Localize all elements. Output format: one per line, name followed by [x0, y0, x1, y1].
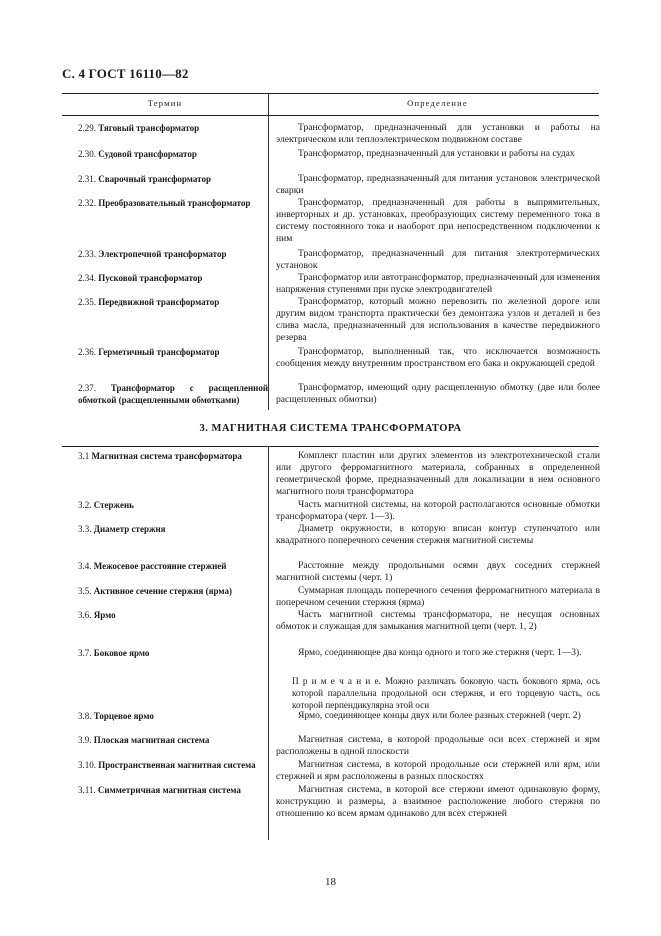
- definition-cell: Расстояние между продольными осями двух соседних стержней магнитной системы (черт. 1): [276, 560, 600, 583]
- term-number: 2.30.: [78, 149, 96, 159]
- term-number: 2.35.: [78, 297, 96, 307]
- term-number: 3.1: [78, 451, 90, 461]
- term-label: Симметричная магнитная система: [97, 785, 241, 795]
- term-number: 3.3.: [78, 524, 92, 534]
- column-divider: [268, 446, 269, 840]
- term-cell: [62, 734, 268, 746]
- section-top-rule: [62, 446, 599, 447]
- definition-cell: Трансформатор, который можно перевозить по железной дороге или другим видом транспорта практически без демонтажа узлов и деталей и без слива масла, предназначенный для использования в качестве передвижного резерва: [276, 296, 600, 343]
- term-cell: [62, 609, 268, 621]
- term-number: 3.6.: [78, 610, 92, 620]
- definition-cell: Магнитная система, в которой продольные оси всех стержней и ярм расположены в одной плоскости: [276, 734, 600, 757]
- term-number: 2.36.: [78, 347, 96, 357]
- column-header-definition: Определение: [407, 98, 468, 108]
- definition-cell: Трансформатор, предназначенный для питания электротермических установок: [276, 248, 600, 271]
- definition-cell: Ярмо, соединяющее два конца одного и того же стержня (черт. 1—3).: [298, 647, 582, 658]
- definition-cell: Трансформатор, выполненный так, что исключается возможность сообщения между внутренним пространством его бака и окружающей средой: [276, 346, 600, 369]
- term-label: Стержень: [93, 500, 134, 510]
- term-number: 3.9.: [78, 735, 92, 745]
- term-number: 2.33.: [78, 249, 96, 259]
- term-label: Торцевое ярмо: [93, 711, 154, 721]
- column-header-term: Термин: [147, 98, 183, 108]
- term-cell: [62, 122, 268, 134]
- definition-cell: Трансформатор, предназначенный для установки и работы на судах: [298, 148, 575, 159]
- term-number: 3.10.: [78, 760, 96, 770]
- term-label: Ярмо: [93, 610, 116, 620]
- term-number: 2.37.: [78, 383, 96, 393]
- term-cell: [62, 759, 268, 771]
- definition-cell: Трансформатор, предназначенный для питания установок электрической сварки: [276, 173, 600, 196]
- table-header: [62, 93, 599, 116]
- term-label: Плоская магнитная система: [93, 735, 210, 745]
- definition-cell: Часть магнитной системы, на которой располагаются основные обмотки трансформатора (черт. 1—3).: [276, 499, 600, 522]
- term-number: 3.2.: [78, 500, 92, 510]
- definition-cell: Трансформатор или автотрансформатор, предназначенный для изменения напряжения ступенями при пуске электродвигателей: [276, 272, 600, 295]
- term-cell: [62, 523, 268, 535]
- page-header: С. 4 ГОСТ 16110—82: [62, 66, 189, 81]
- definition-cell: Часть магнитной системы трансформатора, не несущая основных обмоток и служащая для замыкания магнитной цепи (черт. 1, 2): [276, 609, 600, 632]
- term-cell: [62, 272, 268, 284]
- term-label: Магнитная система трансформатора: [91, 451, 242, 461]
- term-number: 2.29.: [78, 123, 96, 133]
- term-label: Пространственная магнитная система: [98, 760, 256, 770]
- definition-cell: Магнитная система, в которой продольные оси стержней или ярм, или стержней и ярм расположены в разных плоскостях: [276, 759, 600, 782]
- term-cell: [62, 148, 268, 160]
- term-label: Тяговый трансформатор: [98, 123, 200, 133]
- term-number: 2.31.: [78, 174, 96, 184]
- definition-cell: Трансформатор, предназначенный для работы в выпрямительных, инверторных и др. установках, преобразующих систему переменного тока в систему постоянного тока и наоборот при непосредственном подключении к ним: [276, 197, 600, 244]
- term-cell: [62, 710, 268, 722]
- definition-cell: Комплект пластин или других элементов из электротехнической стали или другого ферромагнитного материала, собранных в определенной геометрической форме, предназначенный для локализации в нем основного магнитного поля трансформатора: [276, 450, 600, 497]
- term-label: Пусковой трансформатор: [98, 273, 203, 283]
- definition-cell: Трансформатор, предназначенный для установки и работы на электрическом или теплоэлектрическом подвижном составе: [276, 122, 600, 145]
- term-label: Преобразовательный трансформатор: [98, 198, 251, 208]
- definition-cell: Ярмо, соединяющее концы двух или более разных стержней (черт. 2): [298, 710, 581, 721]
- definition-cell: Диаметр окружности, в которую вписан контур ступенчатого или квадратного поперечного сечения стержня магнитной системы: [276, 523, 600, 546]
- page-number: 18: [325, 876, 336, 888]
- term-cell: [62, 173, 268, 185]
- definition-cell: Магнитная система, в которой все стержни имеют одинаковую форму, конструкцию и размеры, а взаимное расположение любого стержня по отношению ко всем ярмам одинаково для всех стержней: [276, 784, 600, 819]
- section-title: 3. МАГНИТНАЯ СИСТЕМА ТРАНСФОРМАТОРА: [199, 423, 462, 434]
- term-cell: [62, 560, 268, 572]
- column-divider: [268, 93, 269, 410]
- term-cell: [62, 382, 268, 406]
- term-cell: [62, 585, 268, 597]
- term-number: 3.11.: [78, 785, 96, 795]
- term-cell: [62, 346, 268, 358]
- term-number: 3.8.: [78, 711, 92, 721]
- term-cell: [62, 647, 268, 659]
- term-label: Активное сечение стержня (ярма): [93, 586, 232, 596]
- term-label: Сварочный трансформатор: [98, 174, 211, 184]
- definition-cell: Суммарная площадь поперечного сечения ферромагнитного материала в поперечном сечении стержня (ярма): [276, 585, 600, 608]
- term-cell: [62, 248, 268, 260]
- term-label: Межосевое расстояние стержней: [93, 561, 227, 571]
- definition-cell: Трансформатор, имеющий одну расщепленную обмотку (две или более расщепленных обмотки): [276, 382, 600, 405]
- term-number: 3.4.: [78, 561, 92, 571]
- term-label: Герметичный трансформатор: [98, 347, 220, 357]
- term-label: Электропечной трансформатор: [98, 249, 227, 259]
- term-number: 2.34.: [78, 273, 96, 283]
- term-label: Трансформатор с расщепленной обмоткой (расщепленными обмотками): [78, 383, 269, 405]
- term-number: 3.7.: [78, 648, 92, 658]
- term-number: 2.32.: [78, 198, 96, 208]
- term-cell: [62, 296, 268, 308]
- term-cell: [62, 450, 268, 462]
- term-label: Передвижной трансформатор: [98, 297, 220, 307]
- term-cell: [62, 499, 268, 511]
- note-cell: П р и м е ч а н и е. Можно различать боковую часть бокового ярма, ось которой параллельна продольной оси стержня, и его торцевую часть, ось которой перпендикулярна этой оси: [292, 676, 600, 710]
- term-label: Боковое ярмо: [93, 648, 150, 658]
- term-label: Судовой трансформатор: [98, 149, 197, 159]
- term-cell: [62, 197, 268, 209]
- term-label: Диаметр стержня: [93, 524, 166, 534]
- term-number: 3.5.: [78, 586, 92, 596]
- term-cell: [62, 784, 268, 796]
